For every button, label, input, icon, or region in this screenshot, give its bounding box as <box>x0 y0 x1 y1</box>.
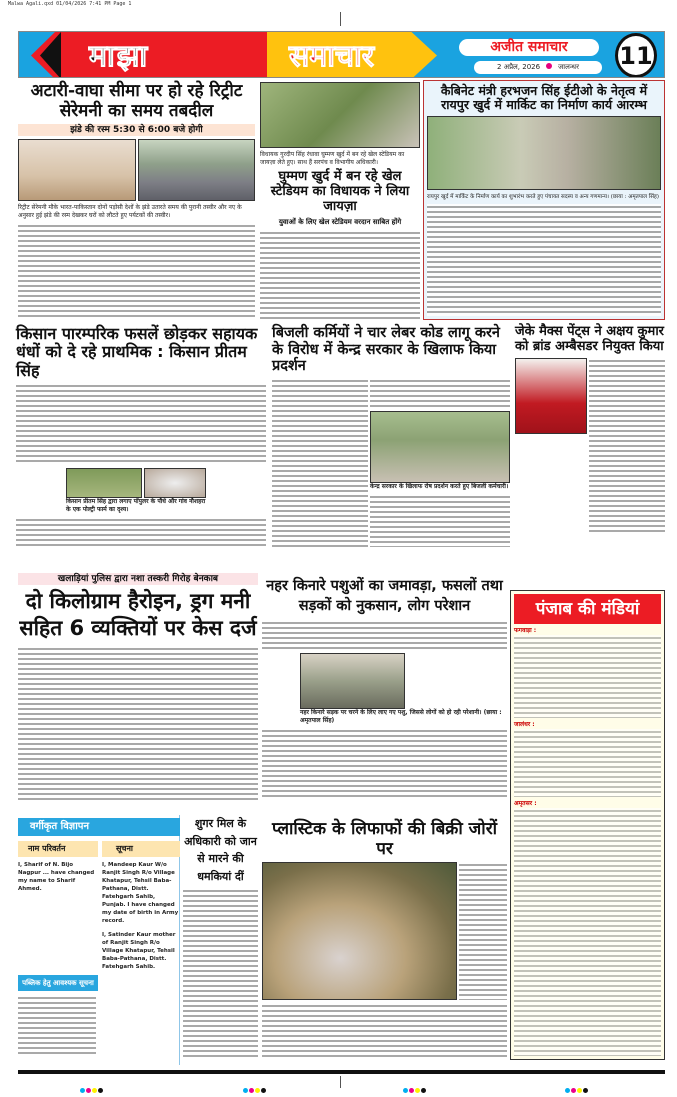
classified-title: वर्गीकृत विज्ञापन <box>18 818 180 836</box>
plastic-article <box>262 820 507 1060</box>
section-title-majha: माझा <box>89 39 150 74</box>
kisan-headline: किसान पारम्परिक फसलें छोड़कर सहायक धंधों को दे रहे प्राथमिक : किसान प्रीतम सिंह <box>16 324 258 380</box>
mandi-rates-phagwara <box>514 635 661 718</box>
plastic-body <box>459 862 507 1000</box>
plastic-photo <box>262 862 457 1000</box>
bijli-headline: बिजली कर्मियों ने चार लेबर कोड लागू करने के विरोध में केन्द्र सरकार के खिलाफ किया प्रदर्शन <box>272 325 500 375</box>
tab-notice[interactable]: सूचना <box>102 841 180 857</box>
attari-article <box>18 82 255 320</box>
nahar-caption-text: नहर किनारे सड़क पर चरने के लिए लाए गए पशु, जिससे लोगों को हो रही परेशानी। <box>300 708 482 716</box>
kisan-article <box>16 325 266 547</box>
dateline <box>474 61 602 74</box>
classified-ad: I, Satinder Kaur mother of Ranjit Singh R/o Village Khatapur, Tehsil Baba-Pathana, Distt. Fatehgarh Sahib. <box>102 932 176 970</box>
market-body <box>427 204 661 316</box>
public-notice-body <box>18 995 96 1055</box>
bijli-article <box>272 325 510 547</box>
page-number: 11 <box>615 33 657 78</box>
cmyk-marks <box>243 1078 267 1097</box>
tab-name-change[interactable]: नाम परिवर्तन <box>18 841 98 857</box>
city: जालन्धर <box>558 63 579 71</box>
stadium-caption: विधायक गुरदीप सिंह रंधावा घुम्मण खुर्द में बन रहे खेल स्टेडियम का जायज़ा लेते हुए। साथ हैं सरपंच व विभागीय अधिकारी। <box>260 151 405 166</box>
section-title-samachar: समाचार <box>289 39 375 74</box>
bijli-photo <box>370 411 510 483</box>
plastic-body-2 <box>262 1003 507 1060</box>
jk-content <box>515 358 665 535</box>
bijli-body <box>272 378 368 547</box>
kisan-photo-poplar <box>66 468 142 498</box>
nahar-headline: नहर किनारे पशुओं का जमावड़ा, फसलों तथा सड़कों को नुकसान, लोग परेशान <box>266 578 503 615</box>
jk-body <box>589 358 665 535</box>
plastic-headline: प्लास्टिक के लिफाफों की बिक्री जोरों पर <box>271 819 498 859</box>
kisan-caption: किसान प्रीतम सिंह द्वारा लगाए पॉपुलर के पौधे और गांव नौशहरा के एक पोल्ट्री फार्म का दृश्य। <box>66 498 206 513</box>
date: 2 अप्रैल, 2026 <box>497 63 541 71</box>
paper-name: अजीत समाचार <box>459 39 599 56</box>
kisan-photos <box>66 468 266 498</box>
attari-body <box>18 223 255 320</box>
mandi-entry-jalandhar: जालंधर : <box>514 720 535 728</box>
attari-subhead: झंडे की रस्म 5:30 से 6:00 बजे होगी <box>18 124 255 136</box>
cmyk-marks <box>565 1078 589 1097</box>
attari-headline: अटारी-वाघा सीमा पर हो रहे रिट्रीट सेरेमनी का समय तबदील <box>30 81 243 121</box>
market-photo <box>427 116 661 190</box>
photo-credit: (छाया : अमृतपाल सिंह) <box>300 708 502 724</box>
stadium-body <box>260 230 420 320</box>
dot-icon <box>546 63 552 69</box>
mandi-entry-amritsar: अमृतसर : <box>514 799 537 807</box>
cmyk-marks <box>403 1078 427 1097</box>
crop-mark <box>340 12 341 26</box>
nahar-photo <box>300 653 405 709</box>
crop-mark <box>340 1076 341 1088</box>
heroin-article <box>18 573 258 800</box>
sugar-headline: शुगर मिल के अधिकारी को जान से मारने की धमकियां दीं <box>184 817 257 883</box>
masthead-red-band <box>31 32 271 78</box>
bijli-photo-column <box>370 378 510 547</box>
bijli-content <box>272 378 510 547</box>
plastic-content <box>262 862 507 1000</box>
nahar-body-2 <box>262 728 507 800</box>
jk-photo-akshay-kumar <box>515 358 587 434</box>
jk-article <box>515 325 665 535</box>
heroin-headline: दो किलोग्राम हैरोइन, ड्रग मनी सहित 6 व्यक्तियों पर केस दर्ज <box>19 589 257 641</box>
heroin-body <box>18 646 258 800</box>
bijli-body-3 <box>370 494 510 547</box>
mandi-title: पंजाब की मंडियां <box>514 594 661 624</box>
sugar-article <box>183 815 258 1060</box>
attari-caption: रिट्रीट सेरेमनी मौके भारत-पाकिस्तान दोनों पड़ोसी देशों के झंडे उतारते समय की पुरानी तस्वीर और नए के अनुसार हुई झंडे की रस्म देखकर घरों को लौटते हुए पर्यटकों की तस्वीर। <box>18 204 242 220</box>
attari-photo-old <box>18 139 136 201</box>
notice-column <box>102 861 180 971</box>
market-box <box>423 80 665 320</box>
stadium-article <box>260 82 420 320</box>
nahar-article <box>262 576 507 800</box>
jk-headline: जेके मैक्स पेंट्स ने अक्षय कुमार को ब्रांड अम्बैसडर नियुक्त किया <box>515 324 665 354</box>
bijli-body-2 <box>370 378 510 408</box>
stadium-photo <box>260 82 420 148</box>
classified-ad: I, Mandeep Kaur W/o Ranjit Singh R/o Village Khatapur, Tehsil Baba-Pathana, Distt. Fatehgarh Sahib, Punjab. I have changed my date of birth in Army record. <box>102 862 179 924</box>
mandi-box <box>510 590 665 1060</box>
kisan-body-2 <box>16 517 266 547</box>
attari-photo-new <box>138 139 255 201</box>
classified-ad: I, Sharif of N. Bijo Nagpur ... have changed my name to Sharif Ahmed. <box>18 862 95 892</box>
heroin-kicker: खलाड़ियां पुलिस द्वारा नशा तस्करी गिरोह बेनकाब <box>18 573 258 585</box>
bijli-caption: केन्द्र सरकार के खिलाफ रोष प्रदर्शन करते हुए बिजली कर्मचारी। <box>370 483 509 491</box>
stadium-subhead: युवाओं के लिए खेल स्टेडियम वरदान साबित होंगे <box>278 217 402 226</box>
mandi-rates-amritsar <box>514 808 661 1056</box>
nahar-caption <box>300 709 507 725</box>
mandi-rates-jalandhar <box>514 729 661 797</box>
sugar-body <box>183 888 258 1060</box>
print-slug: Malwa Agali.qxd 01/04/2026 7:41 PM Page 1 <box>8 1 132 7</box>
cmyk-marks <box>80 1078 104 1097</box>
attari-photos <box>18 139 255 201</box>
public-notice-title: पब्लिक हेतु आवश्यक सूचना <box>18 975 98 991</box>
registration-bar <box>18 1070 665 1074</box>
stadium-headline: घुम्मण खुर्द में बन रहे खेल स्टेडियम का विधायक ने लिया जायज़ा <box>270 169 410 214</box>
classified-section <box>18 815 180 1065</box>
market-headline: कैबिनेट मंत्री हरभजन सिंह ईटीओ के नेतृत्व में रायपुर खुर्द में मार्किट का निर्माण कार्य आरम्भ <box>440 83 648 113</box>
kisan-body <box>16 383 266 465</box>
kisan-photo-poultry <box>144 468 206 498</box>
nahar-body <box>262 620 507 650</box>
market-caption: रायपुर खुर्द में मार्किट के निर्माण कार्य का शुभारंभ करते हुए पंचायत सदस्य व अन्य गणमान्य। (छाया : अमृतपाल सिंह) <box>427 193 659 200</box>
mandi-entry-phagwara: फगवाड़ा : <box>514 627 537 634</box>
masthead <box>18 31 665 78</box>
